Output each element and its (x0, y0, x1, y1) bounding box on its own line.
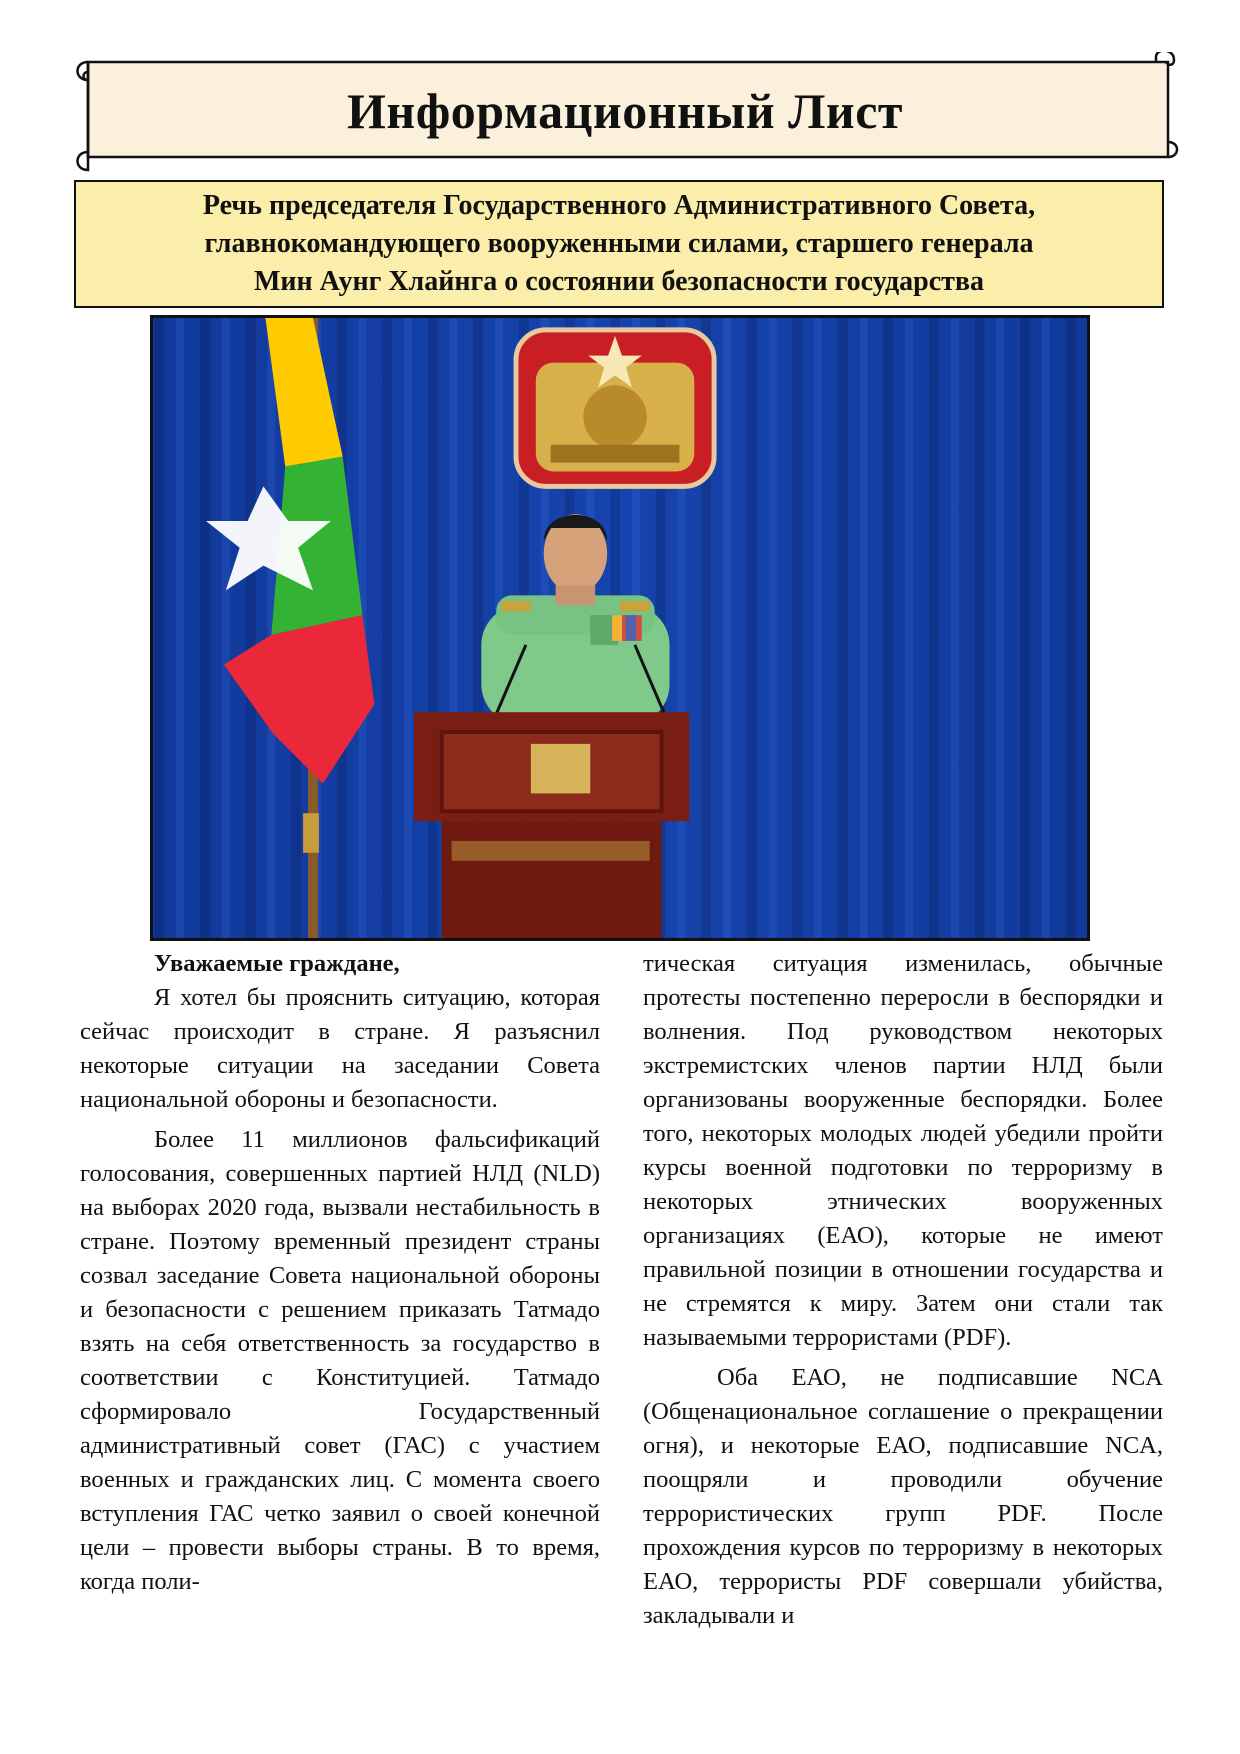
subtitle-text (119, 187, 1119, 301)
speech-photo-illustration (153, 318, 1087, 938)
paragraph: Оба ЕАО, не подписавшие NCA (Общенациональное соглашение о прекращении огня), и некоторые ЕАО, подписавшие NCA, поощряли и проводили обучение террористических групп PDF. После прохождения курсов по терроризму в некоторых ЕАО, террористы PDF совершали убийства, закладывали и (643, 1364, 1163, 1629)
subtitle-line: главнокомандующего вооруженными силами, старшего генерала (204, 228, 1034, 259)
subtitle-line: Речь председателя Государственного Административного Совета, (202, 190, 1036, 221)
body-column-left (80, 947, 600, 1605)
state-emblem-icon (516, 330, 714, 486)
podium (414, 712, 689, 938)
greeting: Уважаемые граждане, (154, 950, 400, 977)
subtitle-box (74, 180, 1164, 308)
speech-photo (150, 315, 1090, 941)
paragraph: Я хотел бы прояснить ситуацию, которая сейчас происходит в стране. Я разъяснил некоторые ситуации на заседании Совета национальной обороны и безопасности. (80, 984, 600, 1113)
title-banner (70, 52, 1180, 177)
paragraph: Более 11 миллионов фальсификаций голосования, совершенных партией НЛД (NLD) на выборах 2020 года, вызвали нестабильность в стране. Поэтому временный президент страны созвал заседание Совета национальной обороны и безопасности с решением приказать Татмадо взять на себя ответственность за государство в соответствии с Конституцией. Татмадо сформировало Государственный административный совет (ГАС) с участием военных и гражданских лиц. С момента своего вступления ГАС четко заявил о своей конечной цели – провести выборы страны. В то время, когда поли- (80, 1126, 600, 1595)
paragraph: тическая ситуация изменилась, обычные протесты постепенно переросли в беспорядки и волнения. Под руководством некоторых экстремистских членов партии НЛД были организованы вооруженные беспорядки. Более того, некоторых молодых людей убедили пройти курсы военной подготовки по терроризму в некоторых этнических вооруженных организациях (ЕАО), которые не имеют правильной позиции в отношении государства и не стремятся к миру. Затем они стали так называемыми террористами (PDF). (643, 950, 1163, 1351)
page-title: Информационный Лист (347, 83, 903, 139)
body-column-right (643, 947, 1163, 1639)
subtitle-line: Мин Аунг Хлайнга о состоянии безопасности государства (253, 266, 985, 297)
